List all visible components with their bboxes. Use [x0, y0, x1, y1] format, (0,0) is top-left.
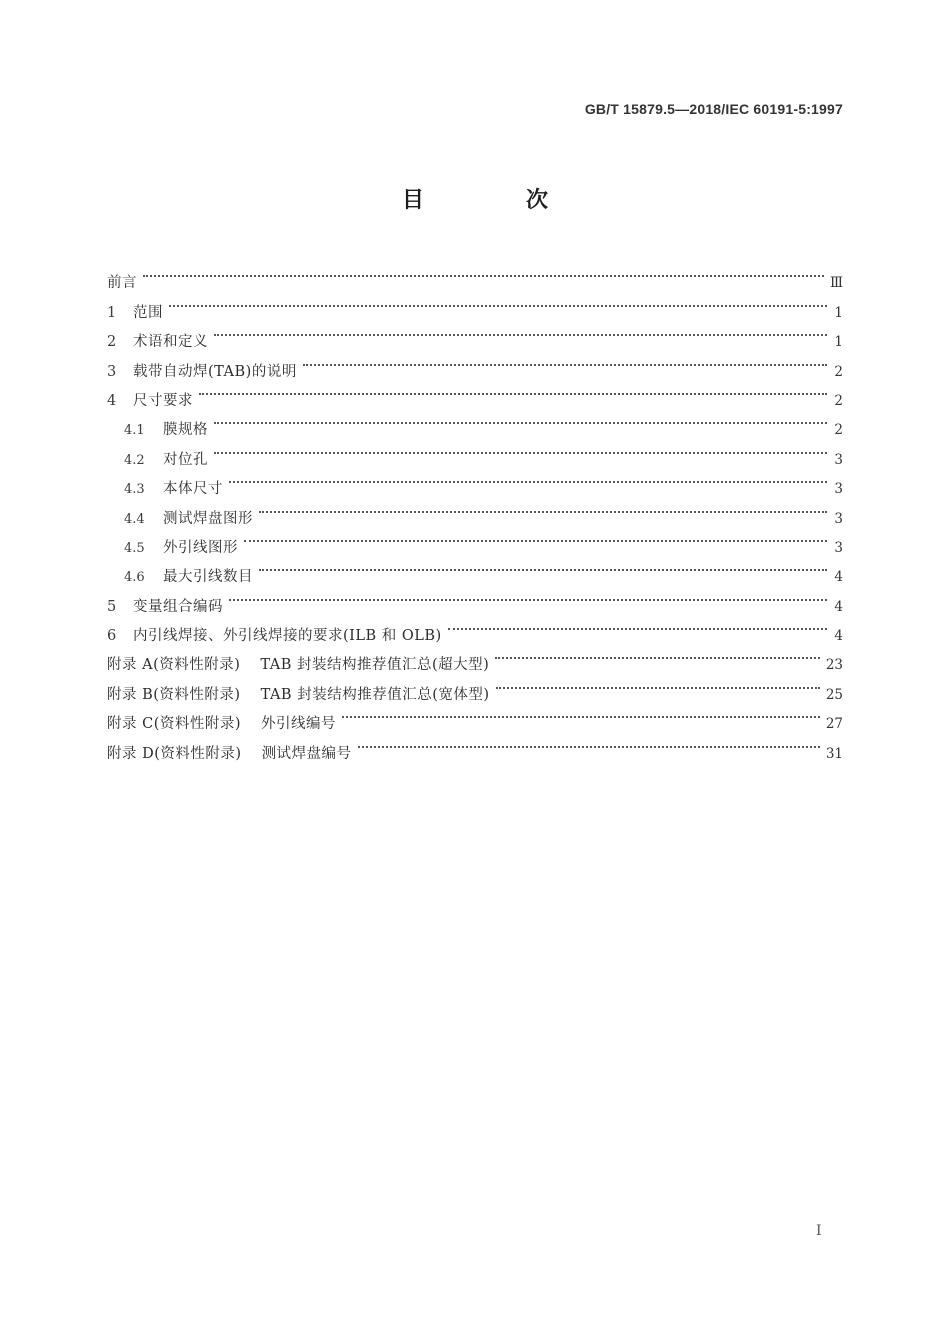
toc-annex-designation: 附录 A(资料性附录): [107, 657, 241, 674]
toc-entry-label: 术语和定义: [133, 334, 208, 351]
toc-entry-number: 6: [107, 628, 117, 645]
page-title: 目 次: [401, 188, 588, 213]
toc-entry-number: 4.2: [124, 452, 145, 468]
toc-entry-1[interactable]: [107, 287, 843, 321]
toc-dot-leader: [495, 640, 819, 669]
toc-entry-number: 1: [107, 304, 117, 321]
toc-entry-label: 对位孔: [163, 451, 208, 468]
toc-dot-leader: [214, 317, 827, 346]
toc-page-number: 4: [834, 598, 843, 615]
toc-annex-designation: 附录 D(资料性附录): [107, 745, 242, 762]
toc-entry-label: 测试焊盘编号: [261, 745, 352, 762]
toc-page-number: 3: [834, 451, 843, 468]
footer-page-number: I: [816, 1223, 822, 1239]
toc-dot-leader: [214, 405, 827, 434]
toc-entry-label: 本体尺寸: [163, 481, 223, 498]
standard-number-header: GB/T 15879.5—2018/IEC 60191-5:1997: [584, 101, 843, 117]
toc-entry-foreword[interactable]: [107, 258, 843, 292]
toc-page-number: 3: [834, 510, 843, 527]
toc-dot-leader: [229, 464, 827, 493]
toc-entry-label: 范围: [133, 304, 163, 321]
toc-entry-4[interactable]: [107, 376, 843, 409]
toc-dot-leader: [496, 669, 820, 698]
toc-entry-number: 4: [107, 392, 117, 409]
toc-dot-leader: [199, 376, 827, 405]
toc-annex-designation: 附录 B(资料性附录): [107, 686, 241, 703]
toc-dot-leader: [143, 258, 824, 287]
toc-entry-label: 测试焊盘图形: [163, 510, 253, 527]
toc-entry-label: TAB 封装结构推荐值汇总(超大型): [260, 657, 490, 674]
toc-page-number: 27: [825, 716, 843, 733]
toc-entry-label: 外引线编号: [261, 716, 337, 733]
toc-entry-number: 5: [107, 598, 117, 615]
toc-entry-number: 2: [107, 334, 117, 351]
toc-dot-leader: [448, 611, 827, 640]
toc-page-number: 25: [825, 686, 843, 703]
toc-entry-label: 外引线图形: [163, 539, 238, 556]
toc-dot-leader: [259, 552, 827, 581]
toc-entry-4-2[interactable]: [107, 434, 843, 468]
toc-page-number: Ⅲ: [829, 275, 843, 292]
toc-entry-label: 前言: [107, 275, 137, 292]
toc-page-number: 1: [834, 304, 843, 321]
toc-page-number: 4: [834, 628, 843, 645]
toc-entry-4-3[interactable]: [107, 464, 843, 498]
toc-entry-number: 4.6: [124, 570, 145, 586]
toc-entry-label: 尺寸要求: [133, 392, 193, 409]
toc-dot-leader: [214, 434, 827, 463]
toc-entry-4-1[interactable]: [107, 405, 843, 439]
toc-entry-label: 载带自动焊(TAB)的说明: [133, 363, 297, 380]
toc-page-number: 2: [834, 392, 843, 409]
toc-dot-leader: [259, 493, 827, 522]
toc-entry-label: 膜规格: [163, 422, 208, 439]
toc-entry-number: 4.3: [124, 482, 145, 498]
toc-page-number: 3: [834, 539, 843, 556]
toc-page-number: 2: [834, 363, 843, 380]
toc-dot-leader: [169, 287, 827, 316]
toc-dot-leader: [358, 728, 820, 757]
toc-entry-label: TAB 封装结构推荐值汇总(宽体型): [260, 686, 490, 703]
toc-page-number: 2: [834, 422, 843, 439]
toc-page-number: 3: [834, 481, 843, 498]
toc-entry-label: 变量组合编码: [133, 598, 223, 615]
toc-entry-number: 3: [107, 363, 117, 380]
toc-dot-leader: [303, 346, 827, 375]
toc-page-number: 4: [834, 569, 843, 586]
toc-entry-2[interactable]: [107, 317, 843, 351]
toc-entry-number: 4.4: [124, 511, 145, 527]
table-of-contents: [107, 258, 843, 762]
toc-entry-3[interactable]: [107, 346, 843, 380]
toc-entry-number: 4.5: [124, 540, 145, 556]
toc-dot-leader: [229, 581, 827, 610]
toc-dot-leader: [244, 523, 827, 552]
toc-dot-leader: [342, 699, 820, 728]
toc-page-number: 31: [825, 745, 843, 762]
toc-page-number: 23: [825, 657, 843, 674]
toc-entry-label: 最大引线数目: [163, 569, 253, 586]
toc-entry-number: 4.1: [124, 423, 145, 439]
toc-annex-designation: 附录 C(资料性附录): [107, 716, 242, 733]
toc-entry-label: 内引线焊接、外引线焊接的要求(ILB 和 OLB): [133, 628, 442, 645]
toc-page-number: 1: [834, 334, 843, 351]
